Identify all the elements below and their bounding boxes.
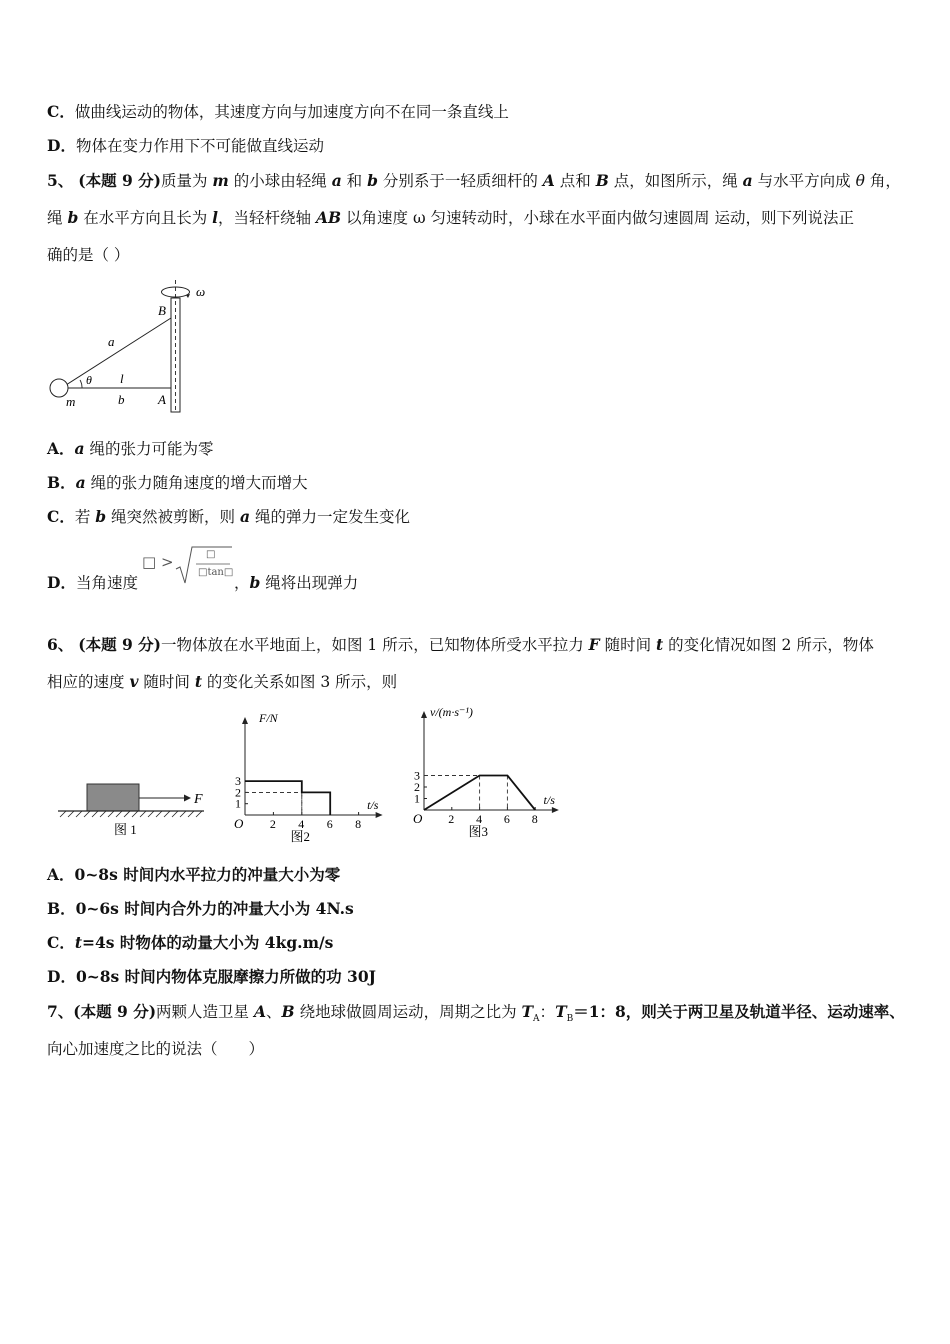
q6-figure-2-chart <box>226 712 386 847</box>
chart2-x-axis-label: t/s <box>367 798 379 812</box>
q6-figure-3-chart <box>404 706 564 847</box>
rod <box>171 280 180 412</box>
var: A <box>542 171 555 190</box>
question-tag: (本题 9 分) <box>78 171 161 190</box>
option-label: B． <box>47 899 76 918</box>
chart3-y-axis-label: v/(m·s⁻¹) <box>430 706 473 719</box>
option-label: A． <box>47 865 75 884</box>
chart2-x-tick-label: 6 <box>326 817 333 831</box>
var: m <box>212 171 229 190</box>
text: 的小球由轻绳 <box>228 172 332 190</box>
point-a-label: A <box>158 392 166 407</box>
q4-option-d <box>47 136 324 156</box>
q6-stem-line1 <box>47 635 874 655</box>
question-tag: (本题 9 分) <box>73 1002 157 1021</box>
text: 和 <box>341 172 368 190</box>
question-number: 6、 <box>47 635 74 654</box>
chart2-y-tick-label: 2 <box>235 785 241 800</box>
var: l <box>212 208 219 227</box>
option-text: 0~8s 时间内物体克服摩擦力所做的功 30J <box>75 967 376 986</box>
text: 随时间 <box>138 673 195 691</box>
text: 质量为 <box>160 172 213 190</box>
text: 与水平方向成 <box>752 172 856 190</box>
option-label: D． <box>47 136 76 155</box>
var: b <box>95 507 107 526</box>
text: 角， <box>864 172 901 190</box>
option-text: =4s 时物体的动量大小为 4kg.m/s <box>82 933 334 952</box>
var: B <box>281 1002 295 1021</box>
chart3-y-axis-arrow <box>421 711 427 718</box>
chart2-origin-label: O <box>234 816 244 831</box>
rope-a-label: a <box>108 334 115 349</box>
text: 当角速度 <box>75 574 138 592</box>
var: v <box>129 672 139 691</box>
chart3-x-tick-label: 6 <box>503 812 510 826</box>
figure-1-caption: 图 1 <box>114 822 137 837</box>
q4-option-c <box>47 102 509 122</box>
var: T <box>521 1002 534 1021</box>
chart2-x-tick-label: 4 <box>298 817 305 831</box>
option-text: 绳的张力随角速度的增大而增大 <box>85 474 308 492</box>
formula-denominator: □tan□ <box>198 567 234 578</box>
option-label: A． <box>47 439 75 458</box>
chart2-y-tick-label: 1 <box>235 796 241 811</box>
sqrt-sign <box>174 543 234 587</box>
text: 绕地球做圆周运动，周期之比为 <box>294 1003 522 1021</box>
q6-option-d <box>47 967 376 987</box>
q6-option-c <box>47 933 333 953</box>
option-text: 做曲线运动的物体，其速度方向与加速度方向不在同一条直线上 <box>74 103 509 121</box>
option-label: C． <box>47 507 75 526</box>
chart2-x-axis-arrow <box>376 812 383 818</box>
q5-stem-line1 <box>47 171 901 191</box>
rope-b-label: b <box>118 392 125 407</box>
var: a <box>75 473 86 492</box>
option-text: 绳的张力可能为零 <box>84 440 214 458</box>
point-b-label: B <box>158 303 166 318</box>
var: A <box>253 1002 267 1021</box>
block <box>87 784 139 811</box>
chart3-y-tick-label: 2 <box>414 780 420 794</box>
q5-option-a <box>47 439 214 459</box>
option-label: B． <box>47 473 76 492</box>
var: T <box>555 1002 567 1021</box>
text: 若 <box>74 508 96 526</box>
text: 点，如图所示，绳 <box>608 172 743 190</box>
theta-arc <box>80 380 82 388</box>
text: 一物体放在水平地面上，如图 1 所示，已知物体所受水平拉力 <box>160 636 589 654</box>
option-text: 物体在变力作用下不可能做直线运动 <box>75 137 324 155</box>
q6-figure-1 <box>56 780 216 840</box>
length-l-label: l <box>120 371 124 386</box>
var: a <box>74 439 85 458</box>
q5-figure <box>44 280 224 415</box>
q5-option-b <box>47 473 308 493</box>
formula-numerator: □ <box>206 549 216 560</box>
chart2-caption: 图2 <box>290 829 310 844</box>
q7-stem-line1 <box>47 1002 905 1029</box>
option-text: 0~6s 时间内合外力的冲量大小为 4N.s <box>75 899 354 918</box>
q6-option-a <box>47 865 340 885</box>
text: 两颗人造卫星 <box>156 1003 254 1021</box>
chart2-series-line <box>245 781 330 815</box>
text: 点和 <box>554 172 596 190</box>
var: b <box>249 573 261 592</box>
chart3-x-axis-label: t/s <box>543 793 555 807</box>
mass-label: m <box>66 394 76 409</box>
option-label: C． <box>47 102 75 121</box>
option-label: C． <box>47 933 75 952</box>
q5-stem-line3: 确的是（ ） <box>47 246 130 264</box>
text: 的变化关系如图 3 所示，则 <box>201 673 398 691</box>
omega-label: ω <box>196 284 206 299</box>
subscript: A <box>533 1014 540 1025</box>
formula-gt: □ > <box>142 553 174 571</box>
chart3-x-tick-label: 8 <box>531 812 538 826</box>
chart2-x-tick-label: 2 <box>269 817 276 831</box>
option-text: 绳的弹力一定发生变化 <box>250 508 410 526</box>
text: 绳突然被剪断，则 <box>106 508 240 526</box>
chart3-origin-label: O <box>413 811 423 826</box>
subscript: B <box>566 1014 574 1025</box>
text: 以角速度 ω 匀速转动时，小球在水平面内做匀速圆周 运动，则下列说法正 <box>341 209 854 227</box>
question-number: 7、 <box>47 1002 74 1021</box>
chart2-y-tick-label: 3 <box>235 774 241 789</box>
text: 随时间 <box>599 636 657 654</box>
var: θ <box>855 172 865 190</box>
q5-option-c <box>47 507 410 527</box>
omega-condition-formula <box>142 543 232 587</box>
text: 相应的速度 <box>47 673 130 691</box>
text: 绳 <box>47 209 68 227</box>
var: b <box>367 171 378 190</box>
force-label: F <box>194 792 203 807</box>
var: t <box>656 635 664 654</box>
question-number: 5、 <box>47 171 74 190</box>
var: a <box>239 507 251 526</box>
chart3-caption: 图3 <box>468 824 488 839</box>
chart3-x-tick-label: 2 <box>448 812 455 826</box>
var: t <box>74 933 83 952</box>
q6-stem-line2 <box>47 672 397 692</box>
force-arrow-head <box>184 795 191 802</box>
q6-option-b <box>47 899 354 919</box>
chart2-x-tick-label: 8 <box>355 817 362 831</box>
question-tag: (本题 9 分) <box>78 635 161 654</box>
var: AB <box>315 208 342 227</box>
text: ： <box>539 1003 556 1021</box>
var: B <box>595 171 609 190</box>
text: 、 <box>266 1003 282 1021</box>
q5-stem-line2 <box>47 208 854 228</box>
chart3-x-tick-label: 4 <box>476 812 483 826</box>
option-label: D． <box>47 967 76 986</box>
chart3-y-tick-label: 1 <box>414 791 420 806</box>
var: a <box>331 171 342 190</box>
var: b <box>67 208 79 227</box>
text: 分别系于一轻质细杆的 <box>377 172 543 190</box>
q7-stem-line2: 向心加速度之比的说法（ ） <box>47 1040 265 1058</box>
theta-label: θ <box>86 373 92 387</box>
var: t <box>194 672 202 691</box>
var: a <box>742 171 753 190</box>
text: ， <box>233 574 250 592</box>
var: F <box>588 635 600 654</box>
text: 的变化情况如图 2 所示，物体 <box>663 636 874 654</box>
ground-hatch <box>60 811 202 817</box>
chart3-y-tick-label: 3 <box>414 768 420 783</box>
chart2-y-axis-arrow <box>242 717 248 724</box>
option-text: 0~8s 时间内水平拉力的冲量大小为零 <box>74 865 341 884</box>
text: ，当轻杆绕轴 <box>218 209 316 227</box>
chart2-y-axis-label: F/N <box>259 712 278 725</box>
text: ＝1：8，则关于两卫星及轨道半径、运动速率、 <box>573 1002 905 1021</box>
chart3-x-axis-arrow <box>552 807 559 813</box>
option-label: D． <box>47 573 76 592</box>
option-text: 绳将出现弹力 <box>260 574 359 592</box>
text: 在水平方向且长为 <box>78 209 213 227</box>
rope-a <box>66 318 171 385</box>
